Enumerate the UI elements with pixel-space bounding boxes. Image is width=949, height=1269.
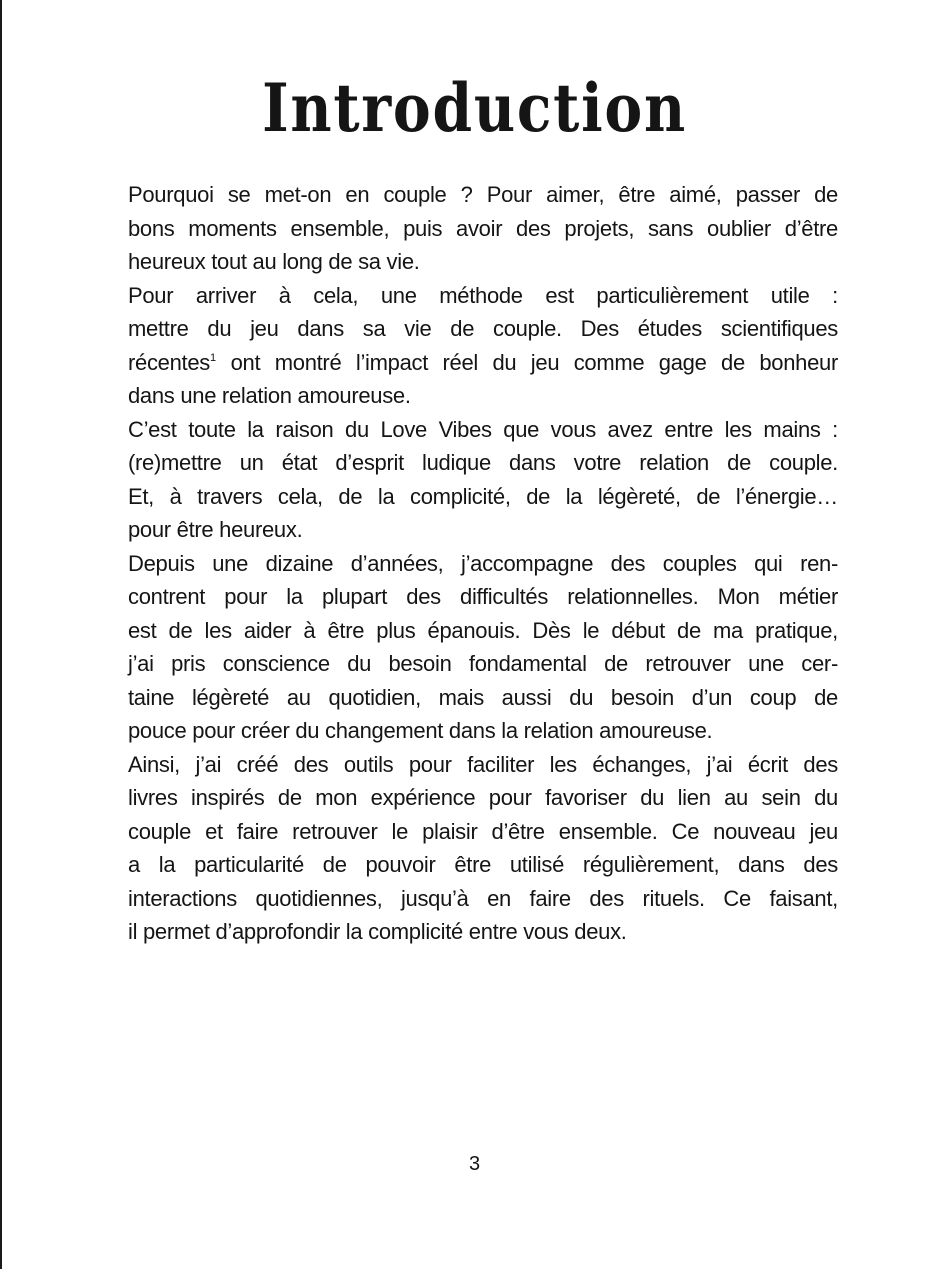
- paragraph-3: [128, 413, 838, 547]
- text-line: taine légèreté au quotidien, mais aussi du besoin d’un coup de: [128, 684, 838, 710]
- text-line: Et, à travers cela, de la complicité, de la légèreté, de l’énergie…: [128, 483, 838, 509]
- text-line: interactions quotidiennes, jusqu’à en faire des rituels. Ce faisant,: [128, 885, 838, 911]
- text-line: pouce pour créer du changement dans la relation amoureuse.: [128, 718, 713, 743]
- text-line: il permet d’approfondir la complicité entre vous deux.: [128, 919, 627, 944]
- text-line: mettre du jeu dans sa vie de couple. Des études scientifiques: [128, 316, 838, 341]
- text-line: Ainsi, j’ai créé des outils pour faciliter les échanges, j’ai écrit des: [128, 751, 838, 777]
- paragraph-1: [128, 178, 838, 279]
- text-line: récentes$^1$ ont montré l’impact réel du jeu comme gage de bonheur: [128, 349, 838, 375]
- text-line: heureux tout au long de sa vie.: [128, 249, 420, 274]
- text-line: Pourquoi se met-on en couple ? Pour aimer, être aimé, passer de: [128, 182, 838, 207]
- text-line: dans une relation amoureuse.: [128, 383, 411, 408]
- text-line: contrent pour la plupart des difficultés relationnelles. Mon métier: [128, 584, 838, 609]
- paragraph-5: [128, 748, 838, 949]
- text-line: est de les aider à être plus épanouis. Dès le début de ma pratique,: [128, 617, 838, 643]
- page-title: Introduction: [262, 69, 687, 147]
- footnote-marker: 1: [209, 351, 217, 364]
- text-line: Depuis une dizaine d’années, j’accompagne des couples qui ren-: [128, 550, 838, 576]
- text-line: livres inspirés de mon expérience pour favoriser du lien au sein du: [128, 785, 838, 810]
- paragraph-2: [128, 279, 838, 413]
- text-line: bons moments ensemble, puis avoir des projets, sans oublier d’être: [128, 215, 838, 241]
- text-line: j’ai pris conscience du besoin fondamental de retrouver une cer-: [128, 651, 838, 676]
- paragraph-4: [128, 547, 838, 748]
- page-border: [0, 0, 2, 1269]
- text-line: pour être heureux.: [128, 517, 303, 542]
- body-text: [128, 178, 838, 949]
- text-line: Pour arriver à cela, une méthode est particulièrement utile :: [128, 282, 838, 308]
- text-line: couple et faire retrouver le plaisir d’être ensemble. Ce nouveau jeu: [128, 818, 838, 844]
- text-line: (re)mettre un état d’esprit ludique dans votre relation de couple.: [128, 450, 838, 475]
- text-line: C’est toute la raison du Love Vibes que vous avez entre les mains :: [128, 416, 838, 442]
- text-line: a la particularité de pouvoir être utilisé régulièrement, dans des: [128, 852, 838, 877]
- page-number: 3: [468, 1153, 481, 1175]
